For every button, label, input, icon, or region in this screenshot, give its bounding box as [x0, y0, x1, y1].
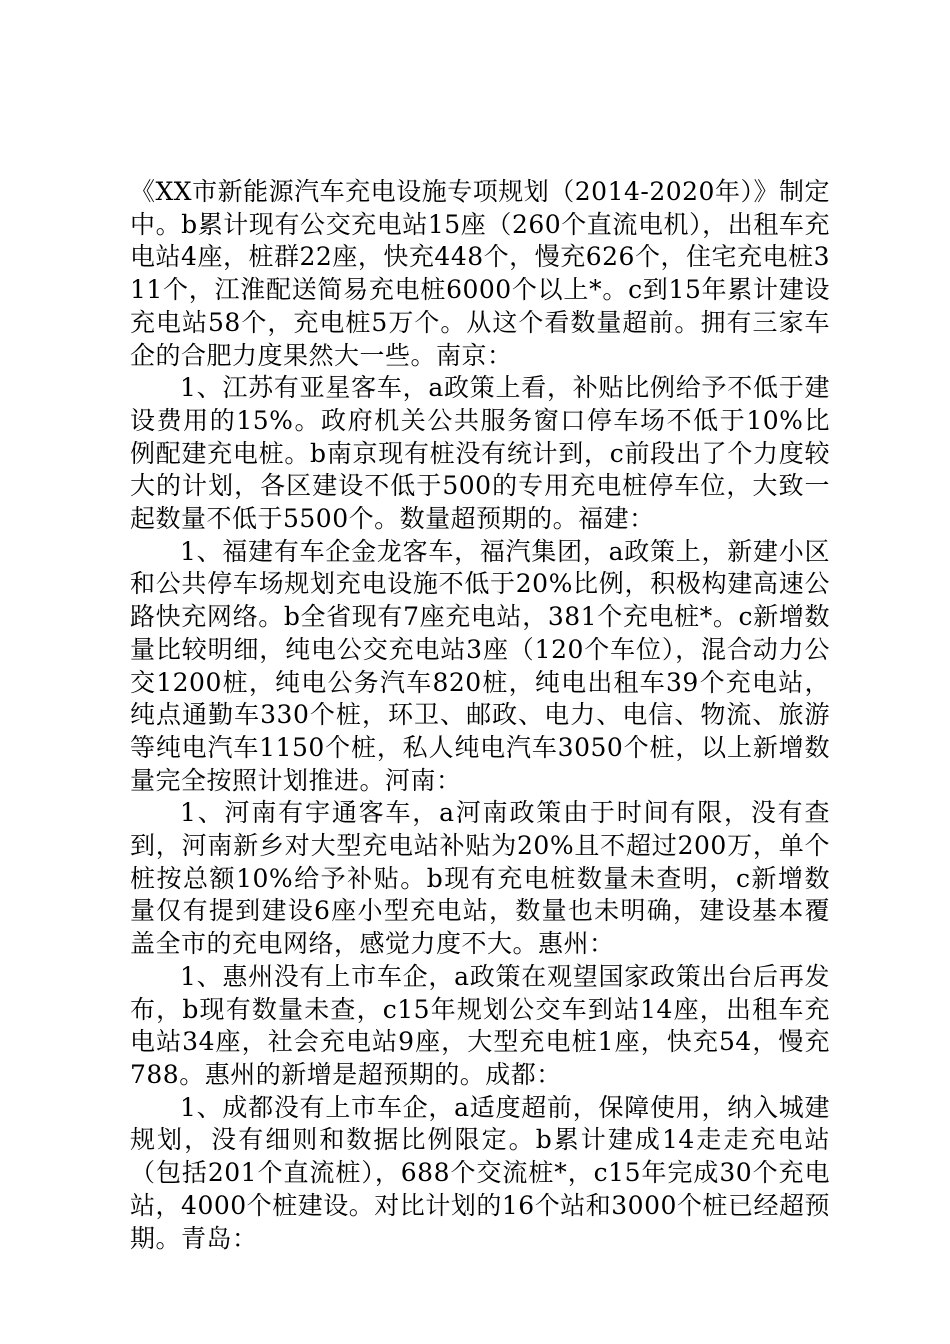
paragraph-henan: 1、河南有宇通客车，a河南政策由于时间有限，没有查到，河南新乡对大型充电站补贴为20%且不超过200万，单个桩按总额10%给予补贴。b现有充电桩数量未查明，c新增数量仅有提到建设6座小型充电站，数量也未明确，建设基本覆盖全市的充电网络，感觉力度不大。惠州： — [130, 798, 830, 959]
paragraph-chengdu: 1、成都没有上市车企，a适度超前，保障使用，纳入城建规划，没有细则和数据比例限定。b累计建成14走走充电站（包括201个直流桩），688个交流桩*，c15年完成30个充电站，4000个桩建设。对比计划的16个站和3000个桩已经超预期。青岛： — [130, 1092, 830, 1253]
paragraph-hefei: 《XX市新能源汽车充电设施专项规划（2014-2020年）》制定中。b累计现有公交充电站15座（260个直流电机），出租车充电站4座，桩群22座，快充448个，慢充626个，住宅充电桩311个，江淮配送简易充电桩6000个以上*。c到15年累计建设充电站58个，充电桩5万个。从这个看数量超前。拥有三家车企的合肥力度果然大一些。南京： — [130, 177, 830, 370]
paragraph-fujian: 1、福建有车企金龙客车，福汽集团，a政策上，新建小区和公共停车场规划充电设施不低于20%比例，积极构建高速公路快充网络。b全省现有7座充电站，381个充电桩*。c新增数量比较明细，纯电公交充电站3座（120个车位），混合动力公交1200桩，纯电公务汽车820桩，纯电出租车39个充电站，纯点通勤车330个桩，环卫、邮政、电力、电信、物流、旅游等纯电汽车1150个桩，私人纯电汽车3050个桩，以上新增数量完全按照计划推进。河南： — [130, 536, 830, 795]
paragraph-huizhou: 1、惠州没有上市车企，a政策在观望国家政策出台后再发布，b现有数量未查，c15年规划公交车到站14座，出租车充电站34座，社会充电站9座，大型充电桩1座，快充54，慢充788。惠州的新增是超预期的。成都： — [130, 961, 830, 1089]
paragraph-nanjing: 1、江苏有亚星客车，a政策上看，补贴比例给予不低于建设费用的15%。政府机关公共服务窗口停车场不低于10%比例配建充电桩。b南京现有桩没有统计到，c前段出了个力度较大的计划，各区建设不低于500的专用充电桩停车位，大致一起数量不低于5500个。数量超预期的。福建： — [130, 373, 830, 534]
document-body — [130, 176, 830, 1255]
